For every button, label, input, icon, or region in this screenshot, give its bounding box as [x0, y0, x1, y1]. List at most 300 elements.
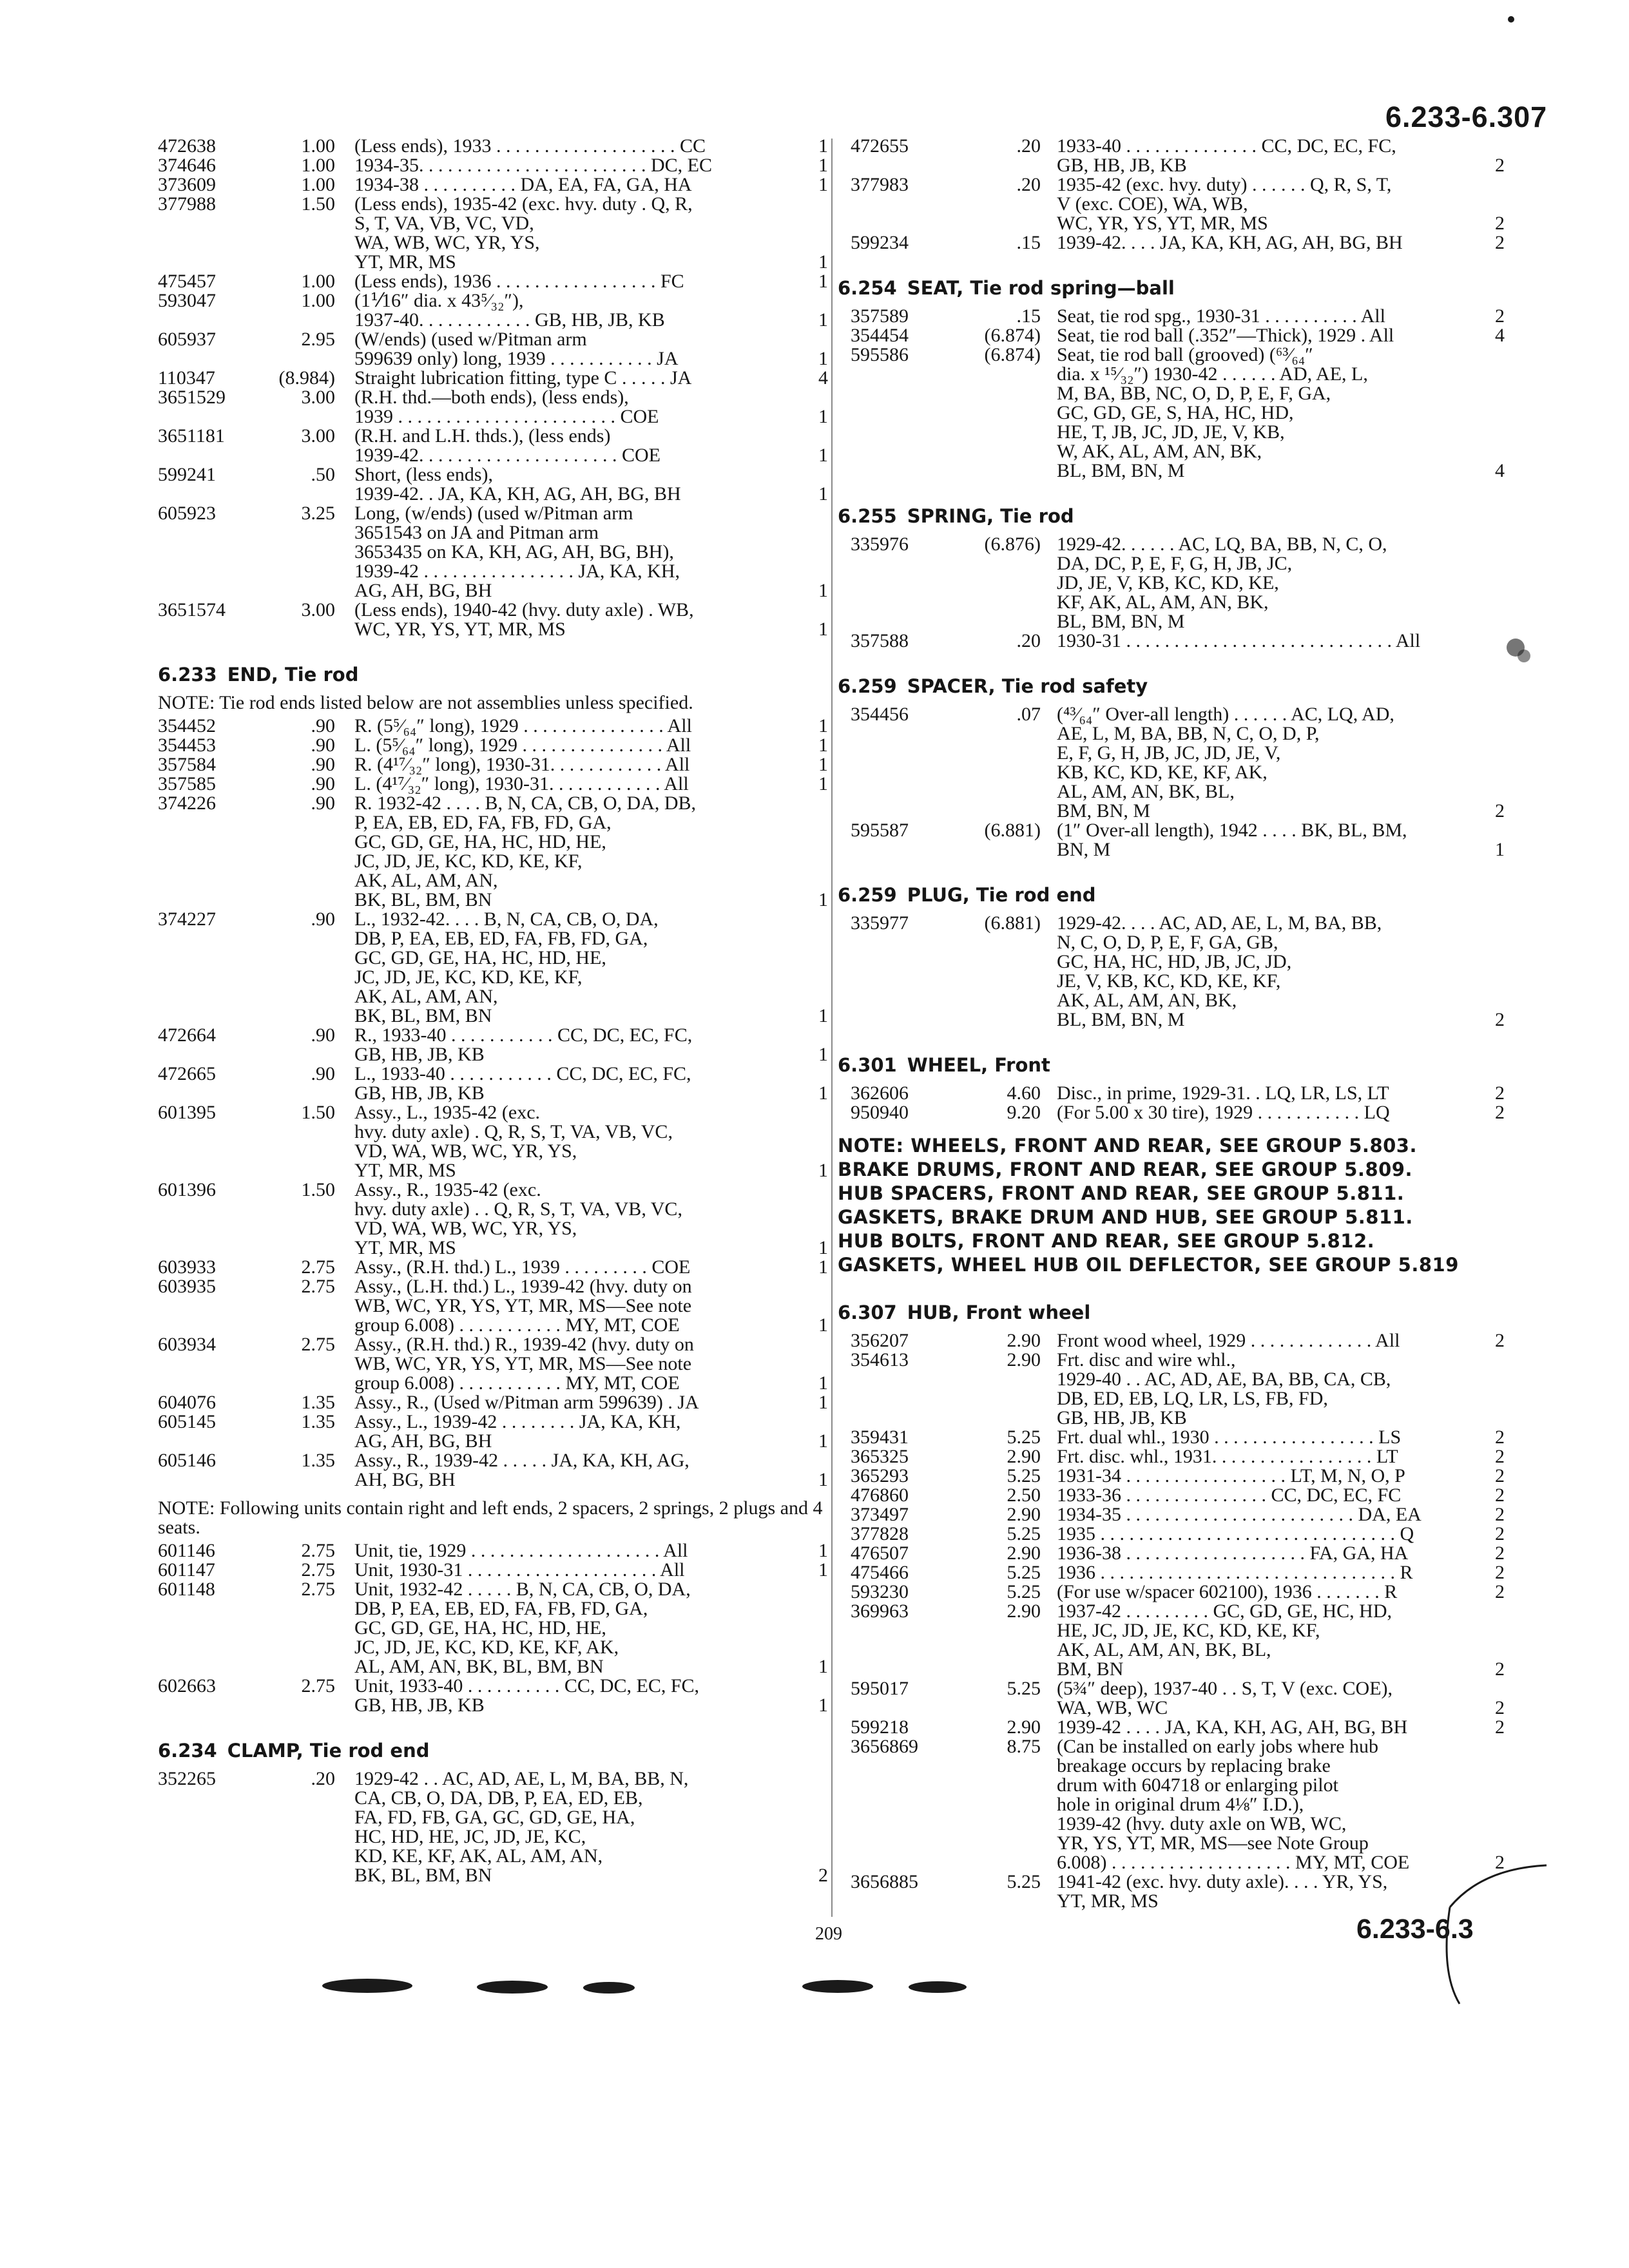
section-number: 6.254 [838, 277, 897, 299]
cross-reference-line: BRAKE DRUMS, FRONT AND REAR, SEE GROUP 5.809. [838, 1158, 1412, 1180]
part-description: (Less ends), 1935-42 (exc. hvy. duty . Q, R, S, T, VA, VB, VC, VD, WA, WB, WC, YR, YS, YT, MR, MS [354, 193, 693, 273]
quantity: 1 [818, 1469, 828, 1490]
part-description: 1934-38 . . . . . . . . . . DA, EA, FA, GA, HA [354, 174, 692, 195]
list-price: 2.75 [301, 1334, 335, 1355]
part-row [838, 1718, 1505, 1737]
part-description: (5¾″ deep), 1937-40 . . S, T, V (exc. COE), WA, WB, WC [1057, 1678, 1393, 1718]
quantity: 1 [818, 1392, 828, 1413]
part-number: 359431 [851, 1427, 909, 1448]
part-row [838, 1447, 1505, 1466]
list-price: 5.25 [1007, 1523, 1041, 1544]
list-price: 1.50 [301, 1102, 335, 1123]
part-number: 599218 [851, 1716, 909, 1738]
cross-reference-line: NOTE: WHEELS, FRONT AND REAR, SEE GROUP 5.803. [838, 1135, 1417, 1157]
list-price: .90 [311, 754, 335, 775]
part-number: 3656885 [851, 1871, 918, 1892]
list-price: 5.25 [1007, 1465, 1041, 1486]
list-price: .90 [311, 908, 335, 930]
list-price: 2.95 [301, 329, 335, 350]
part-description: Frt. disc. whl., 1931. . . . . . . . . . . . . . . . . LT [1057, 1446, 1398, 1467]
parts-list [158, 1541, 828, 1715]
cross-reference-line: HUB BOLTS, FRONT AND REAR, SEE GROUP 5.812. [838, 1230, 1375, 1252]
list-price: .90 [311, 793, 335, 814]
part-number: 603933 [158, 1256, 216, 1278]
part-row [158, 1026, 828, 1064]
part-row [158, 1258, 828, 1277]
part-row [158, 427, 828, 465]
part-number: 354454 [851, 325, 909, 346]
part-number: 373497 [851, 1504, 909, 1525]
part-description: 1939-42. . . . JA, KA, KH, AG, AH, BG, BH [1057, 232, 1403, 253]
parts-list [838, 137, 1505, 253]
part-number: 354453 [158, 735, 216, 756]
part-row [838, 535, 1505, 631]
quantity: 2 [1495, 1562, 1505, 1583]
quantity: 2 [1495, 232, 1505, 253]
part-number: 354452 [158, 715, 216, 736]
list-price: 3.25 [301, 503, 335, 524]
page-range-footer: 6.233-6.3 [1356, 1914, 1474, 1945]
list-price: (6.874) [984, 325, 1041, 346]
part-number: 476507 [851, 1542, 909, 1564]
part-description: Unit, 1932-42 . . . . . B, N, CA, CB, O, DA, DB, P, EA, EB, ED, FA, FB, FD, GA, GC, GD, GE, HA, HC, HD, HE, JC, JD, JE, KC, KD, KE, KF, AK, AL, AM, AN, BK, BL, BM, BN [354, 1579, 691, 1677]
part-number: 605145 [158, 1411, 216, 1432]
part-row [838, 1331, 1505, 1350]
part-number: 601396 [158, 1179, 216, 1200]
quantity: 1 [818, 1082, 828, 1104]
part-row [158, 910, 828, 1026]
list-price: 1.00 [301, 290, 335, 311]
part-description: Frt. dual whl., 1930 . . . . . . . . . . . . . . . . . LS [1057, 1427, 1402, 1448]
part-row [838, 175, 1505, 233]
part-row [158, 1393, 828, 1412]
part-row [838, 307, 1505, 326]
quantity: 1 [818, 174, 828, 195]
section-heading [838, 884, 1505, 906]
part-row [158, 272, 828, 291]
list-price: 1.50 [301, 1179, 335, 1200]
section-heading [158, 664, 828, 686]
part-row [158, 291, 828, 330]
quantity: 2 [1495, 1485, 1505, 1506]
section-note: NOTE: Following units contain right and left ends, 2 spacers, 2 springs, 2 plugs and 4 seats. [158, 1497, 823, 1538]
section-heading [838, 1302, 1505, 1323]
part-description: Frt. disc and wire whl., 1929-40 . . AC, AD, AE, BA, BB, CA, CB, DB, ED, EB, LQ, LR, LS, FB, FD, GB, HB, JB, KB [1057, 1349, 1391, 1428]
list-price: .15 [1016, 232, 1041, 253]
part-description: (Less ends), 1940-42 (hvy. duty axle) . WB, WC, YR, YS, YT, MR, MS [354, 599, 694, 640]
part-description: 1935-42 (exc. hvy. duty) . . . . . . Q, R, S, T, V (exc. COE), WA, WB, WC, YR, YS, YT, MR, MS [1057, 174, 1392, 234]
part-number: 472664 [158, 1024, 216, 1046]
list-price: (8.984) [278, 367, 335, 389]
list-price: 3.00 [301, 387, 335, 408]
section-heading [838, 277, 1505, 299]
part-number: 605937 [158, 329, 216, 350]
part-description: Seat, tie rod ball (grooved) (⁶³⁄₆₄″ dia. x ¹⁵⁄₃₂″) 1930-42 . . . . . . AD, AE, L, M, BA, BB, NC, O, D, P, E, F, GA, GC, GD, GE, S, HA, HC, HD, HE, T, JB, JC, JD, JE, V, KB, W, AK, AL, AM, AN, BK, BL, BM, BN, M [1057, 344, 1368, 481]
part-number: 476860 [851, 1485, 909, 1506]
section-title: HUB, Front wheel [907, 1302, 1091, 1323]
part-description: L. (5⁵⁄₆₄″ long), 1929 . . . . . . . . . . . . . . . All [354, 735, 691, 756]
part-description: Assy., (L.H. thd.) L., 1939-42 (hvy. duty on WB, WC, YR, YS, YT, MR, MS—See note group 6.008) . . . . . . . . . . . MY, MT, COE [354, 1276, 692, 1336]
list-price: (6.881) [984, 912, 1041, 934]
quantity: 2 [1495, 1446, 1505, 1467]
part-number: 335977 [851, 912, 909, 934]
part-description: 1930-31 . . . . . . . . . . . . . . . . . . . . . . . . . . . . All [1057, 630, 1421, 651]
part-number: 605923 [158, 503, 216, 524]
quantity: 1 [818, 251, 828, 273]
quantity: 2 [1495, 1542, 1505, 1564]
part-description: Assy., L., 1935-42 (exc. hvy. duty axle) . Q, R, S, T, VA, VB, VC, VD, WA, WB, WC, YR, YS, YT, MR, MS [354, 1102, 673, 1181]
part-row [838, 914, 1505, 1030]
part-row [158, 1277, 828, 1335]
parts-list [838, 1331, 1505, 1911]
part-description: Unit, 1933-40 . . . . . . . . . . CC, DC, EC, FC, GB, HB, JB, KB [354, 1675, 700, 1716]
section-title: PLUG, Tie rod end [907, 884, 1096, 906]
part-description: (1⅟16″ dia. x 43⁵⁄₃₂″), 1937-40. . . . . . . . . . . . GB, HB, JB, KB [354, 290, 665, 331]
list-price: 2.75 [301, 1559, 335, 1581]
part-description: R. (5⁵⁄₆₄″ long), 1929 . . . . . . . . . . . . . . . All [354, 715, 692, 736]
part-description: R. (4¹⁷⁄₃₂″ long), 1930-31. . . . . . . . . . . . All [354, 754, 690, 775]
section-heading [158, 1740, 828, 1762]
part-number: 605146 [158, 1450, 216, 1471]
part-number: 357585 [158, 773, 216, 794]
quantity: 1 [818, 271, 828, 292]
quantity: 1 [818, 1372, 828, 1394]
part-description: 1933-40 . . . . . . . . . . . . . . CC, DC, EC, FC, GB, HB, JB, KB [1057, 135, 1396, 176]
section-note: NOTE: Tie rod ends listed below are not assemblies unless specified. [158, 692, 693, 713]
list-price: .50 [311, 464, 335, 485]
part-description: Assy., R., (Used w/Pitman arm 599639) . JA [354, 1392, 699, 1413]
part-number: 374646 [158, 155, 216, 176]
quantity: 1 [818, 1005, 828, 1026]
quantity: 2 [1495, 1082, 1505, 1104]
part-description: Assy., L., 1939-42 . . . . . . . . JA, KA, KH, AG, AH, BG, BH [354, 1411, 681, 1452]
part-row [158, 1451, 828, 1490]
quantity: 1 [818, 735, 828, 756]
quantity: 1 [818, 773, 828, 794]
list-price: .07 [1016, 704, 1041, 725]
list-price: 5.25 [1007, 1562, 1041, 1583]
quantity: 1 [818, 1314, 828, 1336]
quantity: 1 [818, 1160, 828, 1181]
part-number: 362606 [851, 1082, 909, 1104]
quantity: 2 [1495, 1102, 1505, 1123]
part-number: 601395 [158, 1102, 216, 1123]
part-description: Seat, tie rod ball (.352″—Thick), 1929 . All [1057, 325, 1394, 346]
quantity: 1 [818, 1237, 828, 1258]
part-number: 475457 [158, 271, 216, 292]
part-number: 601146 [158, 1540, 215, 1561]
part-number: 472655 [851, 135, 909, 157]
quantity: 1 [818, 1540, 828, 1561]
part-description: L., 1933-40 . . . . . . . . . . . CC, DC, EC, FC, GB, HB, JB, KB [354, 1063, 691, 1104]
part-description: Unit, tie, 1929 . . . . . . . . . . . . . . . . . . . . All [354, 1540, 688, 1561]
quantity: 2 [1495, 1465, 1505, 1486]
parts-list [838, 1084, 1505, 1122]
part-row [158, 1064, 828, 1103]
part-number: 475466 [851, 1562, 909, 1583]
quantity: 4 [1495, 460, 1505, 481]
section-title: CLAMP, Tie rod end [227, 1740, 430, 1762]
part-row [158, 755, 828, 774]
quantity: 2 [818, 1865, 828, 1886]
part-number: 472638 [158, 135, 216, 157]
quantity: 1 [818, 889, 828, 910]
part-row [838, 1679, 1505, 1718]
quantity: 2 [1495, 1504, 1505, 1525]
part-number: 3651574 [158, 599, 226, 620]
quantity: 2 [1495, 1697, 1505, 1718]
list-price: (6.876) [984, 533, 1041, 555]
list-price: 9.20 [1007, 1102, 1041, 1123]
part-description: 1936-38 . . . . . . . . . . . . . . . . . . . FA, GA, HA [1057, 1542, 1409, 1564]
list-price: 5.25 [1007, 1581, 1041, 1602]
quantity: 2 [1495, 1427, 1505, 1448]
part-number: 599234 [851, 232, 909, 253]
part-row [838, 1524, 1505, 1544]
quantity: 1 [818, 580, 828, 601]
part-row [838, 1084, 1505, 1103]
part-row [838, 821, 1505, 860]
part-description: Disc., in prime, 1929-31. . LQ, LR, LS, LT [1057, 1082, 1389, 1104]
list-price: 1.00 [301, 135, 335, 157]
list-price: .20 [1016, 135, 1041, 157]
part-row [838, 1350, 1505, 1428]
part-row [158, 1335, 828, 1393]
part-row [838, 1872, 1505, 1911]
section-heading [838, 675, 1505, 697]
quantity: 4 [818, 367, 828, 389]
section-number: 6.233 [158, 664, 217, 686]
quantity: 1 [818, 619, 828, 640]
list-price: 2.75 [301, 1579, 335, 1600]
part-row [838, 233, 1505, 253]
part-description: L. (4¹⁷⁄₃₂″ long), 1930-31. . . . . . . . . . . . All [354, 773, 689, 794]
part-row [838, 1505, 1505, 1524]
parts-list [838, 307, 1505, 481]
part-row [158, 1769, 828, 1885]
section-number: 6.255 [838, 505, 897, 527]
parts-list [838, 914, 1505, 1030]
parts-list [838, 705, 1505, 860]
part-row [838, 705, 1505, 821]
quantity: 1 [818, 1256, 828, 1278]
list-price: .15 [1016, 305, 1041, 327]
page-range-header: 6.233-6.307 [1385, 101, 1548, 133]
part-row [158, 137, 828, 156]
part-number: 599241 [158, 464, 216, 485]
part-description: 1931-34 . . . . . . . . . . . . . . . . . LT, M, N, O, P [1057, 1465, 1405, 1486]
parts-list [158, 1769, 828, 1885]
list-price: 2.50 [1007, 1485, 1041, 1506]
section-title: SEAT, Tie rod spring—ball [907, 277, 1175, 299]
list-price: 1.00 [301, 271, 335, 292]
quantity: 1 [818, 155, 828, 176]
section-heading [838, 1054, 1505, 1076]
list-price: .20 [311, 1768, 335, 1789]
list-price: 1.00 [301, 174, 335, 195]
part-description: (For use w/spacer 602100), 1936 . . . . . . . R [1057, 1581, 1398, 1602]
part-description: Seat, tie rod spg., 1930-31 . . . . . . . . . . All [1057, 305, 1385, 327]
quantity: 2 [1495, 1658, 1505, 1680]
part-number: 374226 [158, 793, 216, 814]
part-number: 604076 [158, 1392, 216, 1413]
parts-list [838, 535, 1505, 651]
part-number: 352265 [158, 1768, 216, 1789]
cross-reference-line: HUB SPACERS, FRONT AND REAR, SEE GROUP 5.811. [838, 1182, 1405, 1204]
part-description: Short, (less ends), 1939-42. . JA, KA, KH, AG, AH, BG, BH [354, 464, 681, 505]
quantity: 1 [818, 445, 828, 466]
part-description: (For 5.00 x 30 tire), 1929 . . . . . . . . . . . LQ [1057, 1102, 1390, 1123]
part-description: Assy., R., 1935-42 (exc. hvy. duty axle) . . Q, R, S, T, VA, VB, VC, VD, WA, WB, WC, YR, YS, YT, MR, MS [354, 1179, 682, 1258]
list-price: 3.00 [301, 599, 335, 620]
list-price: 4.60 [1007, 1082, 1041, 1104]
part-number: 110347 [158, 367, 215, 389]
list-price: 2.75 [301, 1540, 335, 1561]
section-heading [838, 505, 1505, 527]
part-row [158, 774, 828, 794]
section-number: 6.234 [158, 1740, 217, 1762]
part-row [158, 156, 828, 175]
part-description: 1929-42 . . AC, AD, AE, L, M, BA, BB, N, CA, CB, O, DA, DB, P, EA, ED, EB, FA, FD, FB, GA, GC, GD, GE, HA, HC, HD, HE, JC, JD, JE, KC, KD, KE, KF, AK, AL, AM, AN, BK, BL, BM, BN [354, 1768, 689, 1886]
part-description: R., 1933-40 . . . . . . . . . . . CC, DC, EC, FC, GB, HB, JB, KB [354, 1024, 693, 1065]
list-price: 2.90 [1007, 1330, 1041, 1351]
part-number: 369963 [851, 1600, 909, 1622]
part-row [838, 631, 1505, 651]
list-price: .90 [311, 735, 335, 756]
part-description: Assy., (R.H. thd.) L., 1939 . . . . . . . . . COE [354, 1256, 691, 1278]
part-number: 472665 [158, 1063, 216, 1084]
part-number: 3651529 [158, 387, 226, 408]
part-description: (Less ends), 1933 . . . . . . . . . . . . . . . . . . . CC [354, 135, 706, 157]
part-number: 950940 [851, 1102, 909, 1123]
part-number: 603934 [158, 1334, 216, 1355]
part-row [158, 1103, 828, 1180]
part-description: 1935 . . . . . . . . . . . . . . . . . . . . . . . . . . . . . . . Q [1057, 1523, 1414, 1544]
part-row [158, 388, 828, 427]
list-price: 2.90 [1007, 1446, 1041, 1467]
list-price: .90 [311, 1063, 335, 1084]
part-number: 357584 [158, 754, 216, 775]
part-row [838, 1428, 1505, 1447]
quantity: 2 [1495, 1716, 1505, 1738]
part-number: 3651181 [158, 425, 225, 447]
list-price: 1.50 [301, 193, 335, 215]
part-row [838, 345, 1505, 481]
cross-reference-line: GASKETS, WHEEL HUB OIL DEFLECTOR, SEE GROUP 5.819 [838, 1254, 1459, 1276]
part-row [158, 1180, 828, 1258]
list-price: 8.75 [1007, 1736, 1041, 1757]
list-price: .20 [1016, 630, 1041, 651]
part-description: 1933-36 . . . . . . . . . . . . . . . CC, DC, EC, FC [1057, 1485, 1402, 1506]
part-number: 377828 [851, 1523, 909, 1544]
part-number: 601148 [158, 1579, 215, 1600]
part-row [158, 794, 828, 910]
part-description: 1939-42 . . . . JA, KA, KH, AG, AH, BG, BH [1057, 1716, 1408, 1738]
section-title: SPACER, Tie rod safety [907, 675, 1148, 697]
section-title: END, Tie rod [227, 664, 359, 686]
part-description: 1929-42. . . . . . AC, LQ, BA, BB, N, C, O, DA, DC, P, E, F, G, H, JB, JC, JD, JE, V, KB, KC, KD, KE, KF, AK, AL, AM, AN, BK, BL, BM, BN, M [1057, 533, 1387, 632]
list-price: (6.874) [984, 344, 1041, 365]
quantity: 1 [818, 309, 828, 331]
quantity: 2 [1495, 1523, 1505, 1544]
part-description: Long, (w/ends) (used w/Pitman arm 3651543 on JA and Pitman arm 3653435 on KA, KH, AG, AH, BG, BH), 1939-42 . . . . . . . . . . . . . . . . JA, KA, KH, AG, AH, BG, BH [354, 503, 680, 601]
part-row [838, 1582, 1505, 1602]
list-price: 2.75 [301, 1276, 335, 1297]
part-number: 602663 [158, 1675, 216, 1696]
part-description: 1936 . . . . . . . . . . . . . . . . . . . . . . . . . . . . . . . R [1057, 1562, 1413, 1583]
part-row [158, 465, 828, 504]
part-number: 373609 [158, 174, 216, 195]
part-description: (⁴³⁄₆₄″ Over-all length) . . . . . . AC, LQ, AD, AE, L, M, BA, BB, N, C, O, D, P, E, F, G, H, JB, JC, JD, JE, V, KB, KC, KD, KE, KF, AK, AL, AM, AN, BK, BL, BM, BN, M [1057, 704, 1394, 822]
part-row [838, 1486, 1505, 1505]
part-description: 1941-42 (exc. hvy. duty axle). . . . YR, YS, YT, MR, MS [1057, 1871, 1388, 1912]
list-price: 2.90 [1007, 1716, 1041, 1738]
quantity: 4 [1495, 325, 1505, 346]
part-number: 601147 [158, 1559, 215, 1581]
list-price: .90 [311, 715, 335, 736]
part-row [838, 137, 1505, 175]
part-row [838, 1544, 1505, 1563]
list-price: 2.75 [301, 1256, 335, 1278]
part-number: 357589 [851, 305, 909, 327]
list-price: 2.90 [1007, 1600, 1041, 1622]
part-number: 603935 [158, 1276, 216, 1297]
part-number: 593047 [158, 290, 216, 311]
list-price: .20 [1016, 174, 1041, 195]
part-row [158, 330, 828, 369]
section-title: WHEEL, Front [907, 1054, 1050, 1076]
part-row [158, 601, 828, 639]
quantity: 1 [818, 754, 828, 775]
quantity: 1 [818, 406, 828, 427]
part-row [838, 1466, 1505, 1486]
part-row [838, 1563, 1505, 1582]
part-number: 365293 [851, 1465, 909, 1486]
part-row [158, 1412, 828, 1451]
quantity: 1 [818, 483, 828, 505]
part-description: Straight lubrication fitting, type C . . . . . JA [354, 367, 692, 389]
part-description: 1934-35. . . . . . . . . . . . . . . . . . . . . . . . DC, EC [354, 155, 712, 176]
quantity: 2 [1495, 155, 1505, 176]
quantity: 1 [818, 1559, 828, 1581]
part-number: 595017 [851, 1678, 909, 1699]
list-price: 1.35 [301, 1450, 335, 1471]
list-price: 5.25 [1007, 1871, 1041, 1892]
part-description: (Can be installed on early jobs where hub breakage occurs by replacing brake drum with 604718 or enlarging pilot hole in original drum 4⅛″ I.D.), 1939-42 (hvy. duty axle on WB, WC, YR, YS, YT, MR, MS—see Note Group 6.008) . . . . . . . . . . . . . . . . . . . MY, MT, COE [1057, 1736, 1410, 1873]
right-column [838, 137, 1505, 1911]
part-number: 593230 [851, 1581, 909, 1602]
section-number: 6.307 [838, 1302, 897, 1323]
list-price: 2.90 [1007, 1542, 1041, 1564]
list-price: 5.25 [1007, 1678, 1041, 1699]
list-price: 2.90 [1007, 1349, 1041, 1370]
part-row [158, 1561, 828, 1580]
part-row [158, 736, 828, 755]
section-number: 6.301 [838, 1054, 897, 1076]
left-column [158, 137, 828, 1885]
part-description: Assy., R., 1939-42 . . . . . JA, KA, KH, AG, AH, BG, BH [354, 1450, 689, 1490]
part-row [158, 1580, 828, 1677]
part-row [158, 369, 828, 388]
part-description: Front wood wheel, 1929 . . . . . . . . . . . . . All [1057, 1330, 1400, 1351]
part-row [158, 195, 828, 272]
quantity: 1 [818, 1656, 828, 1677]
part-description: (W/ends) (used w/Pitman arm 599639 only) long, 1939 . . . . . . . . . . . JA [354, 329, 679, 369]
list-price: .90 [311, 773, 335, 794]
quantity: 1 [818, 135, 828, 157]
part-row [158, 1541, 828, 1561]
part-description: R. 1932-42 . . . . B, N, CA, CB, O, DA, DB, P, EA, EB, ED, FA, FB, FD, GA, GC, GD, GE, HA, HC, HD, HE, JC, JD, JE, KC, KD, KE, KF, AK, AL, AM, AN, BK, BL, BM, BN [354, 793, 697, 910]
